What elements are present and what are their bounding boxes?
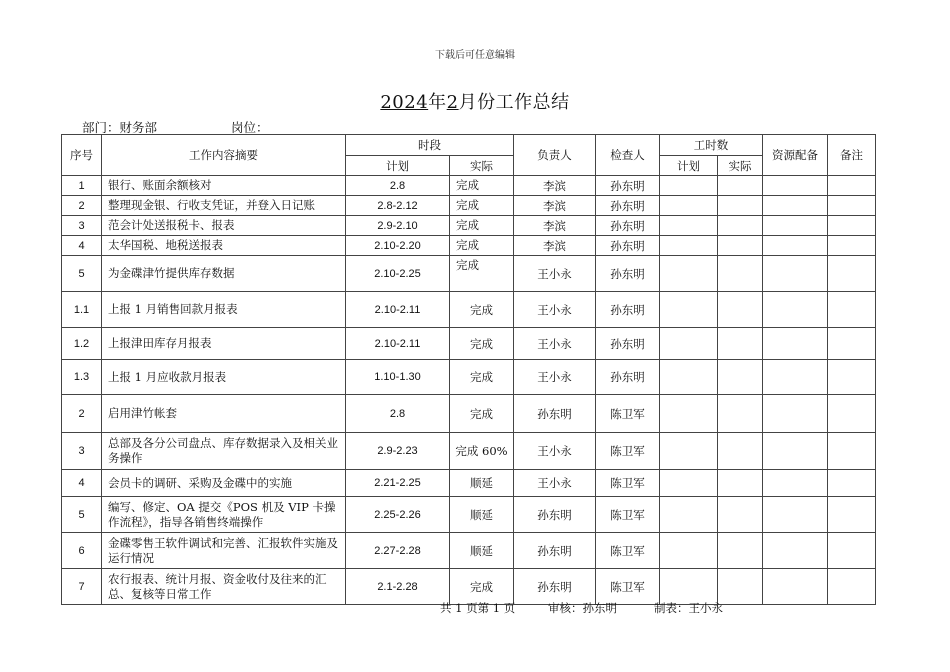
row-owner: 王小永 bbox=[514, 256, 596, 292]
row-no: 2 bbox=[62, 395, 102, 433]
row-owner: 孙东明 bbox=[514, 497, 596, 533]
row-remarks bbox=[828, 533, 876, 569]
work-summary-table bbox=[61, 134, 876, 605]
row-checker: 孙东明 bbox=[596, 256, 660, 292]
row-actual: 完成 bbox=[450, 216, 514, 236]
row-no: 3 bbox=[62, 216, 102, 236]
row-actual: 完成 bbox=[450, 236, 514, 256]
row-resources bbox=[763, 236, 828, 256]
row-checker: 孙东明 bbox=[596, 196, 660, 216]
row-resources bbox=[763, 256, 828, 292]
header-hours: 工时数 bbox=[660, 135, 763, 156]
row-hours-actual bbox=[718, 196, 763, 216]
table-row bbox=[62, 196, 876, 216]
row-plan: 2.25-2.26 bbox=[346, 497, 450, 533]
row-hours-plan bbox=[660, 256, 718, 292]
row-hours-plan bbox=[660, 236, 718, 256]
header-period-actual: 实际 bbox=[450, 156, 514, 176]
header-owner: 负责人 bbox=[514, 135, 596, 176]
row-content: 范会计处送报税卡、报表 bbox=[102, 216, 346, 236]
row-hours-actual bbox=[718, 433, 763, 470]
row-checker: 陈卫军 bbox=[596, 395, 660, 433]
row-remarks bbox=[828, 292, 876, 328]
row-resources bbox=[763, 497, 828, 533]
row-remarks bbox=[828, 360, 876, 395]
row-owner: 王小永 bbox=[514, 470, 596, 497]
row-owner: 李滨 bbox=[514, 176, 596, 196]
row-hours-actual bbox=[718, 256, 763, 292]
row-hours-plan bbox=[660, 470, 718, 497]
header-remarks: 备注 bbox=[828, 135, 876, 176]
row-remarks bbox=[828, 395, 876, 433]
row-hours-plan bbox=[660, 360, 718, 395]
row-hours-actual bbox=[718, 328, 763, 360]
row-remarks bbox=[828, 569, 876, 605]
row-actual: 顺延 bbox=[450, 497, 514, 533]
table-row bbox=[62, 256, 876, 292]
row-actual: 完成 bbox=[450, 292, 514, 328]
row-hours-plan bbox=[660, 328, 718, 360]
row-actual: 完成 bbox=[450, 360, 514, 395]
header-note: 下载后可任意编辑 bbox=[435, 50, 515, 61]
row-actual: 完成 bbox=[450, 256, 514, 292]
row-owner: 王小永 bbox=[514, 328, 596, 360]
row-owner: 王小永 bbox=[514, 292, 596, 328]
row-hours-plan bbox=[660, 176, 718, 196]
row-hours-actual bbox=[718, 533, 763, 569]
row-resources bbox=[763, 433, 828, 470]
table-row bbox=[62, 328, 876, 360]
table-row bbox=[62, 292, 876, 328]
row-content: 启用津竹帐套 bbox=[102, 395, 346, 433]
row-checker: 孙东明 bbox=[596, 360, 660, 395]
row-checker: 陈卫军 bbox=[596, 497, 660, 533]
header-no: 序号 bbox=[62, 135, 102, 176]
row-content: 编写、修定、OA 提交《POS 机及 VIP 卡操作流程》，指导各销售终端操作 bbox=[102, 497, 346, 533]
row-actual: 完成 60% bbox=[450, 433, 514, 470]
row-plan: 2.10-2.25 bbox=[346, 256, 450, 292]
row-actual: 完成 bbox=[450, 176, 514, 196]
row-checker: 孙东明 bbox=[596, 216, 660, 236]
row-owner: 李滨 bbox=[514, 216, 596, 236]
row-plan: 2.8-2.12 bbox=[346, 196, 450, 216]
table-row bbox=[62, 470, 876, 497]
row-hours-plan bbox=[660, 292, 718, 328]
row-plan: 2.1-2.28 bbox=[346, 569, 450, 605]
row-content: 会员卡的调研、采购及金碟中的实施 bbox=[102, 470, 346, 497]
header-period: 时段 bbox=[346, 135, 514, 156]
row-no: 7 bbox=[62, 569, 102, 605]
row-remarks bbox=[828, 236, 876, 256]
row-content: 总部及各分公司盘点、库存数据录入及相关业务操作 bbox=[102, 433, 346, 470]
row-resources bbox=[763, 395, 828, 433]
row-remarks bbox=[828, 328, 876, 360]
header-content: 工作内容摘要 bbox=[102, 135, 346, 176]
row-plan: 2.21-2.25 bbox=[346, 470, 450, 497]
row-hours-plan bbox=[660, 395, 718, 433]
row-content: 银行、账面余额核对 bbox=[102, 176, 346, 196]
row-hours-actual bbox=[718, 292, 763, 328]
row-owner: 王小永 bbox=[514, 433, 596, 470]
row-plan: 2.9-2.10 bbox=[346, 216, 450, 236]
row-no: 1.1 bbox=[62, 292, 102, 328]
row-actual: 顺延 bbox=[450, 533, 514, 569]
row-hours-plan bbox=[660, 497, 718, 533]
row-hours-actual bbox=[718, 470, 763, 497]
table-row bbox=[62, 216, 876, 236]
row-hours-plan bbox=[660, 533, 718, 569]
header-period-plan: 计划 bbox=[346, 156, 450, 176]
row-content: 金碟零售王软件调试和完善、汇报软件实施及运行情况 bbox=[102, 533, 346, 569]
row-owner: 李滨 bbox=[514, 236, 596, 256]
row-remarks bbox=[828, 196, 876, 216]
row-no: 5 bbox=[62, 497, 102, 533]
row-plan: 1.10-1.30 bbox=[346, 360, 450, 395]
row-hours-actual bbox=[718, 236, 763, 256]
row-hours-actual bbox=[718, 395, 763, 433]
row-resources bbox=[763, 176, 828, 196]
row-checker: 陈卫军 bbox=[596, 433, 660, 470]
header-hours-actual: 实际 bbox=[718, 156, 763, 176]
row-resources bbox=[763, 533, 828, 569]
row-resources bbox=[763, 216, 828, 236]
table-row bbox=[62, 433, 876, 470]
row-plan: 2.8 bbox=[346, 395, 450, 433]
row-remarks bbox=[828, 256, 876, 292]
row-remarks bbox=[828, 176, 876, 196]
row-no: 1.3 bbox=[62, 360, 102, 395]
row-checker: 孙东明 bbox=[596, 176, 660, 196]
row-hours-plan bbox=[660, 196, 718, 216]
row-no: 1.2 bbox=[62, 328, 102, 360]
table-row bbox=[62, 176, 876, 196]
row-plan: 2.10-2.11 bbox=[346, 292, 450, 328]
page-title bbox=[0, 88, 950, 114]
row-remarks bbox=[828, 433, 876, 470]
row-actual: 顺延 bbox=[450, 470, 514, 497]
row-owner: 孙东明 bbox=[514, 533, 596, 569]
table-row bbox=[62, 395, 876, 433]
row-checker: 孙东明 bbox=[596, 328, 660, 360]
row-owner: 孙东明 bbox=[514, 395, 596, 433]
title-year-suffix: 年 bbox=[428, 92, 447, 113]
row-checker: 孙东明 bbox=[596, 236, 660, 256]
header-resources: 资源配备 bbox=[763, 135, 828, 176]
title-rest: 月份工作总结 bbox=[458, 92, 570, 113]
row-hours-actual bbox=[718, 216, 763, 236]
row-no: 5 bbox=[62, 256, 102, 292]
row-owner: 孙东明 bbox=[514, 569, 596, 605]
row-hours-actual bbox=[718, 360, 763, 395]
row-owner: 王小永 bbox=[514, 360, 596, 395]
row-no: 4 bbox=[62, 236, 102, 256]
row-resources bbox=[763, 196, 828, 216]
table-row bbox=[62, 360, 876, 395]
row-resources bbox=[763, 292, 828, 328]
row-actual: 完成 bbox=[450, 196, 514, 216]
page-count: 共 1 页第 1 页 bbox=[440, 601, 516, 615]
row-remarks bbox=[828, 216, 876, 236]
row-resources bbox=[763, 569, 828, 605]
row-owner: 李滨 bbox=[514, 196, 596, 216]
row-content: 为金碟津竹提供库存数据 bbox=[102, 256, 346, 292]
maker-label: 制表：王小永 bbox=[654, 601, 723, 615]
row-content: 上报 1 月应收款月报表 bbox=[102, 360, 346, 395]
row-hours-plan bbox=[660, 216, 718, 236]
row-content: 整理现金银、行收支凭证，并登入日记账 bbox=[102, 196, 346, 216]
row-hours-actual bbox=[718, 497, 763, 533]
row-no: 2 bbox=[62, 196, 102, 216]
row-plan: 2.27-2.28 bbox=[346, 533, 450, 569]
table-row bbox=[62, 497, 876, 533]
row-checker: 陈卫军 bbox=[596, 533, 660, 569]
row-plan: 2.10-2.11 bbox=[346, 328, 450, 360]
title-month: 2 bbox=[446, 92, 459, 113]
table-row bbox=[62, 236, 876, 256]
header-checker: 检查人 bbox=[596, 135, 660, 176]
row-checker: 陈卫军 bbox=[596, 569, 660, 605]
department-label: 部门：财务部 bbox=[82, 120, 158, 135]
row-checker: 陈卫军 bbox=[596, 470, 660, 497]
post-label: 岗位： bbox=[231, 120, 269, 135]
row-hours-actual bbox=[718, 176, 763, 196]
title-year: 2024 bbox=[380, 92, 429, 113]
row-no: 4 bbox=[62, 470, 102, 497]
row-hours-actual bbox=[718, 569, 763, 605]
row-resources bbox=[763, 360, 828, 395]
row-no: 6 bbox=[62, 533, 102, 569]
row-resources bbox=[763, 328, 828, 360]
row-content: 上报津田库存月报表 bbox=[102, 328, 346, 360]
row-content: 太华国税、地税送报表 bbox=[102, 236, 346, 256]
row-plan: 2.9-2.23 bbox=[346, 433, 450, 470]
row-plan: 2.8 bbox=[346, 176, 450, 196]
row-plan: 2.10-2.20 bbox=[346, 236, 450, 256]
row-remarks bbox=[828, 470, 876, 497]
row-actual: 完成 bbox=[450, 328, 514, 360]
row-actual: 完成 bbox=[450, 569, 514, 605]
row-resources bbox=[763, 470, 828, 497]
reviewer-label: 审核：孙东明 bbox=[548, 601, 617, 615]
row-content: 农行报表、统计月报、资金收付及往来的汇总、复核等日常工作 bbox=[102, 569, 346, 605]
table-row bbox=[62, 533, 876, 569]
row-hours-plan bbox=[660, 433, 718, 470]
row-checker: 孙东明 bbox=[596, 292, 660, 328]
header-hours-plan: 计划 bbox=[660, 156, 718, 176]
row-content: 上报 1 月销售回款月报表 bbox=[102, 292, 346, 328]
row-no: 1 bbox=[62, 176, 102, 196]
row-no: 3 bbox=[62, 433, 102, 470]
row-actual: 完成 bbox=[450, 395, 514, 433]
row-remarks bbox=[828, 497, 876, 533]
